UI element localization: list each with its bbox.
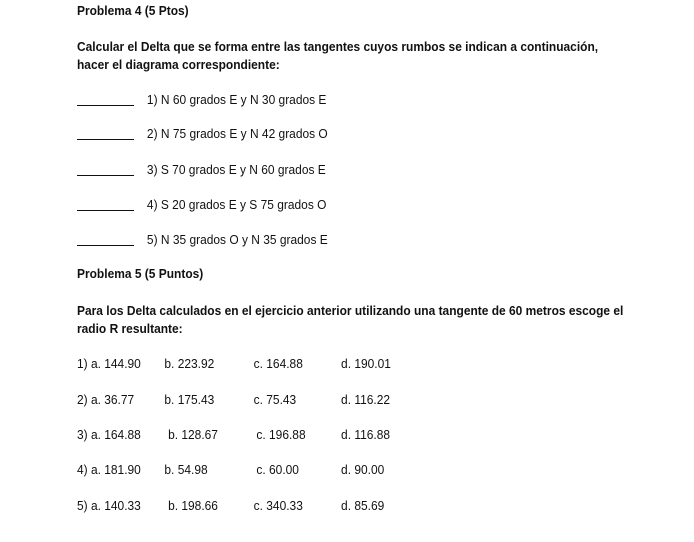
item-text: 4) S 20 grados E y S 75 grados O (146, 197, 327, 212)
option-b: b. 54.98 (164, 462, 208, 477)
problem5-title: Problema 5 (5 Puntos) (77, 266, 204, 281)
option-a: 3) a. 164.88 (77, 427, 141, 442)
item-text: 2) N 75 grados E y N 42 grados O (146, 126, 328, 141)
answer-blank (77, 245, 134, 246)
option-c: c. 60.00 (256, 462, 299, 477)
option-b: b. 175.43 (164, 392, 215, 407)
item-text: 5) N 35 grados O y N 35 grados E (146, 232, 328, 247)
answer-blank (77, 175, 134, 176)
option-b: b. 198.66 (168, 498, 218, 513)
option-c: c. 164.88 (253, 356, 303, 371)
option-a: 5) a. 140.33 (77, 498, 141, 513)
answer-blank (77, 139, 134, 140)
item-text: 3) S 70 grados E y N 60 grados E (146, 162, 326, 177)
answer-blank (77, 210, 134, 211)
option-c: c. 75.43 (253, 392, 297, 407)
option-b: b. 223.92 (164, 356, 215, 371)
option-d: d. 90.00 (341, 462, 385, 477)
problem5-instruction: Para los Delta calculados en el ejercicio anterior utilizando una tangente de 60 metros escoge el radio R resultante: (77, 303, 624, 336)
option-d: d. 116.22 (341, 392, 391, 407)
option-c: c. 196.88 (256, 427, 306, 442)
problem4-title: Problema 4 (5 Ptos) (77, 3, 189, 18)
option-d: d. 85.69 (341, 498, 385, 513)
option-c: c. 340.33 (253, 498, 303, 513)
problem4-instruction: Calcular el Delta que se forma entre las tangentes cuyos rumbos se indican a continuación, hacer el diagrama correspondiente: (77, 39, 599, 72)
option-a: 4) a. 181.90 (77, 462, 141, 477)
option-a: 1) a. 144.90 (77, 356, 141, 371)
item-text: 1) N 60 grados E y N 30 grados E (146, 92, 327, 107)
option-a: 2) a. 36.77 (77, 392, 135, 407)
answer-blank (77, 105, 134, 106)
option-d: d. 190.01 (341, 356, 391, 371)
option-d: d. 116.88 (341, 427, 391, 442)
option-b: b. 128.67 (168, 427, 218, 442)
